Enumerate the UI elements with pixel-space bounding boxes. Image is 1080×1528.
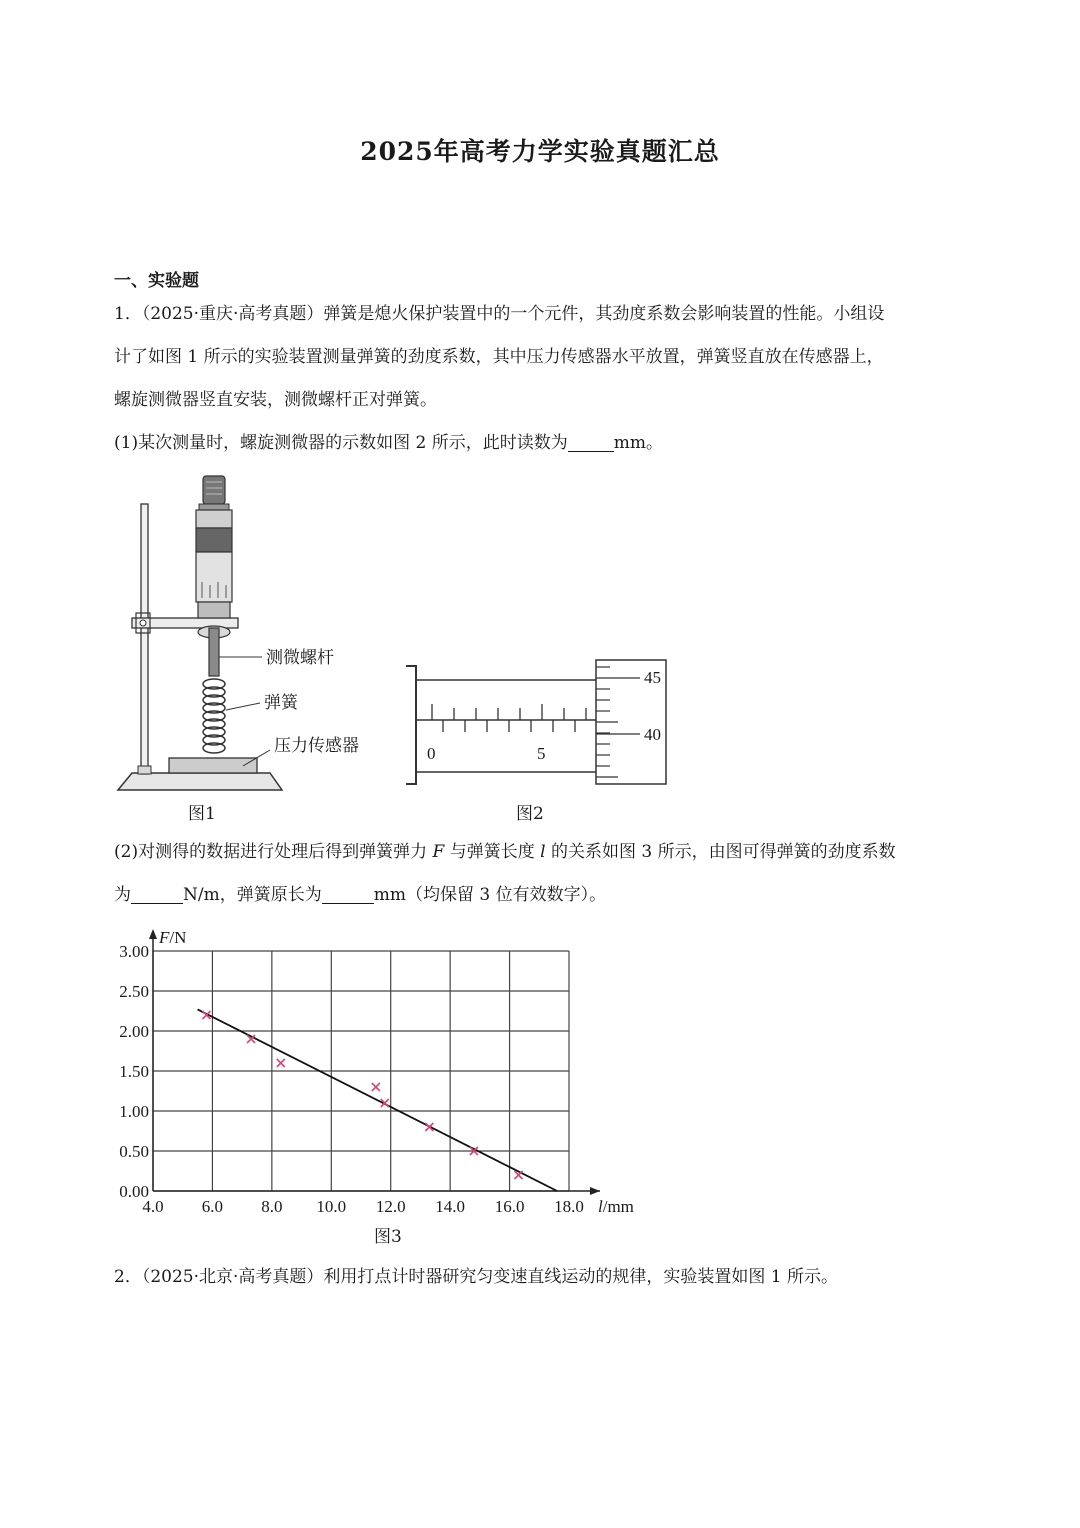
symbol-F: F: [432, 842, 445, 862]
question-source: （2025·北京·高考真题）: [141, 1267, 324, 1287]
question-1-part-1: [114, 422, 974, 465]
x-tick-label: 16.0: [494, 1197, 525, 1216]
stand-base: [118, 773, 282, 790]
x-axis-label: l/mm: [598, 1197, 634, 1216]
question-number: 1．: [114, 304, 142, 324]
micrometer-scale-barrel: [196, 552, 232, 602]
part-2-text-f: mm（均保留 3 位有效数字）。: [373, 885, 607, 905]
figure-2-micrometer-scale: [400, 652, 675, 792]
question-2: [114, 1256, 974, 1299]
data-point: [372, 1083, 380, 1091]
figure-2-caption: 图2: [516, 804, 544, 824]
y-tick-label: 3.00: [119, 942, 149, 961]
label-sensor: 压力传感器: [274, 736, 359, 755]
question-stem: 利用打点计时器研究匀变速直线运动的规律，实验装置如图 1 所示。: [323, 1267, 839, 1287]
part-2-text-e: N/m，弹簧原长为: [183, 885, 322, 905]
y-tick-label: 2.50: [119, 982, 149, 1001]
answer-blank: [322, 883, 374, 904]
question-2-line-1: [114, 1256, 974, 1299]
part-1-text: (1)某次测量时，螺旋测微器的示数如图 2 所示，此时读数为: [114, 433, 568, 453]
main-scale-ticks: [432, 704, 586, 732]
data-point: [277, 1059, 285, 1067]
question-source: （2025·重庆·高考真题）: [141, 304, 324, 324]
y-tick-label: 0.00: [119, 1182, 149, 1201]
question-1: [114, 293, 974, 465]
x-tick-label: 12.0: [375, 1197, 406, 1216]
part-2-text-d: 为: [114, 885, 131, 905]
question-number: 2．: [114, 1267, 142, 1287]
figure-1-apparatus: [110, 470, 400, 830]
y-tick-label: 2.00: [119, 1022, 149, 1041]
y-axis-label: F/N: [159, 928, 187, 947]
y-tick-label: 1.00: [119, 1102, 149, 1121]
question-stem: 弹簧是熄火保护装置中的一个元件，其劲度系数会影响装置的性能。小组设: [323, 304, 885, 324]
spring: [203, 679, 225, 753]
main-scale-label-0: 0: [427, 744, 436, 763]
x-tick-label: 18.0: [554, 1197, 584, 1216]
stand-rod: [141, 504, 148, 774]
section-heading: 一、实验题: [114, 271, 199, 291]
y-tick-label: 1.50: [119, 1062, 149, 1081]
x-tick-label: 4.0: [142, 1197, 164, 1216]
micrometer-thimble: [196, 528, 232, 552]
main-scale-label-5: 5: [537, 744, 546, 763]
thimble-label-40: 40: [644, 725, 661, 744]
figure-3-caption: 图3: [374, 1227, 402, 1247]
x-tick-label: 6.0: [201, 1197, 224, 1216]
answer-blank: [568, 431, 614, 452]
answer-blank: [131, 883, 183, 904]
y-tick-label: 0.50: [119, 1142, 149, 1161]
micrometer-spindle: [209, 628, 219, 676]
symbol-l: l: [540, 842, 546, 862]
label-spring: 弹簧: [264, 693, 298, 712]
micrometer-ratchet: [203, 476, 225, 504]
label-screw: 测微螺杆: [266, 648, 334, 667]
fit-line: [198, 1009, 558, 1191]
part-1-unit: mm。: [613, 433, 663, 453]
question-1-line-3: 螺旋测微器竖直安装，测微螺杆正对弹簧。: [114, 390, 437, 410]
question-1-line-2: 计了如图 1 所示的实验装置测量弹簧的劲度系数，其中压力传感器水平放置，弹簧竖直放在传感器上，: [114, 347, 884, 367]
x-tick-label: 8.0: [261, 1197, 283, 1216]
question-1-line-1: [114, 293, 974, 336]
part-2-line-2: [114, 874, 974, 917]
figure-3-chart: [100, 925, 660, 1225]
x-tick-label: 14.0: [435, 1197, 466, 1216]
part-2-text-a: (2)对测得的数据进行处理后得到弹簧弹力: [114, 842, 428, 862]
part-2-line-1: [114, 831, 974, 874]
page-title: 2025年高考力学实验真题汇总: [360, 137, 720, 166]
y-axis-arrow: [149, 929, 157, 939]
figure-1-caption: 图1: [188, 804, 216, 824]
part-2-text-c: 的关系如图 3 所示，由图可得弹簧的劲度系数: [550, 842, 896, 862]
question-1-part-2: [114, 831, 974, 917]
thimble-label-45: 45: [644, 668, 661, 687]
part-2-text-b: 与弹簧长度: [449, 842, 535, 862]
x-axis-arrow: [590, 1187, 600, 1195]
x-tick-label: 10.0: [316, 1197, 347, 1216]
